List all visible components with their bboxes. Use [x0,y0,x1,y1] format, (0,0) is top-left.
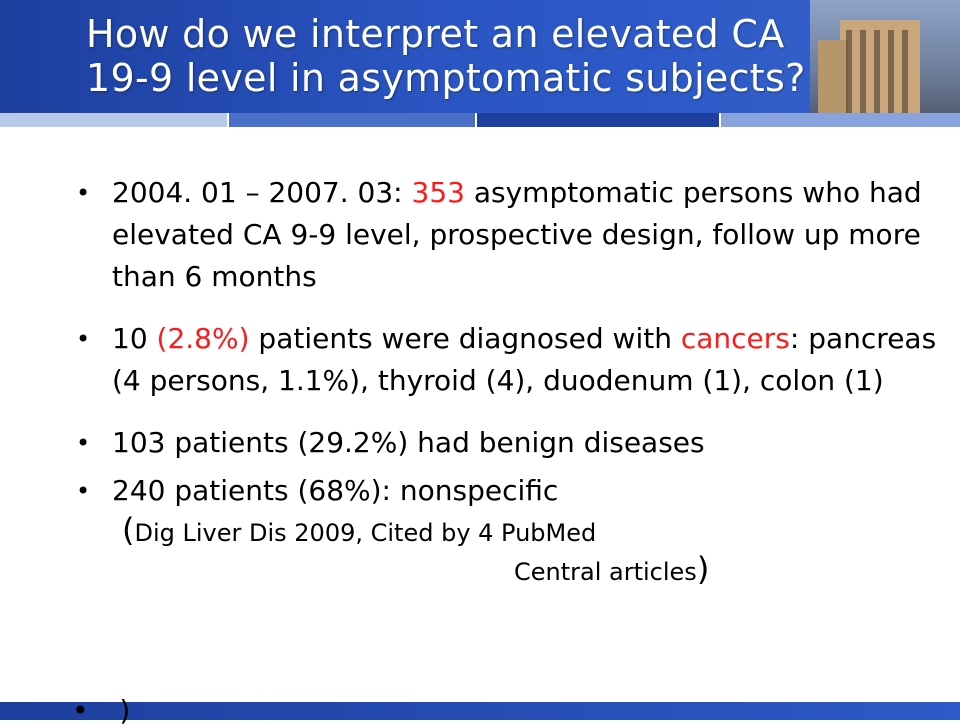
citation-open-paren: ( [122,511,135,549]
citation-text-2: Central articles [514,558,697,586]
citation-text-1: Dig Liver Dis 2009, Cited by 4 PubMed [134,519,597,547]
bullet-icon: • [72,694,89,727]
bullet-nonspecific [72,470,942,512]
stray-bullet [72,694,130,727]
stray-bullet-text: ) [119,694,131,727]
slide-title-line1: How do we interpret an elevated CA [86,12,785,56]
footer-bar [0,702,960,720]
slide-body [72,172,942,590]
slide-title-line2: 19-9 level in asymptomatic subjects? [86,56,806,100]
highlight-percent: (2.8%) [156,322,250,355]
slide-title [86,12,846,100]
bullet-text: 240 patients (68%): nonspecific [112,474,559,507]
header-accent-bands [0,113,960,127]
highlight-cancers: cancers [680,322,790,355]
bullet-icon: • [76,179,91,207]
bullet-text-mid: patients were diagnosed with [249,322,681,355]
bullet-text-rest: asymptomatic persons who had elevated CA 9-9 level, prospective design, follow up more than 6 months [112,176,922,293]
bullet-icon: • [76,477,91,505]
title-bar [0,0,960,113]
citation-line1 [72,512,942,551]
bullet-cancers [72,318,942,402]
bullet-text: 103 patients (29.2%) had benign diseases [112,426,705,459]
bullet-icon: • [76,429,91,457]
bullet-text-rest: : pancreas (4 persons, 1.1%), thyroid (4), duodenum (1), colon (1) [112,322,937,397]
citation-line2 [72,551,942,590]
highlight-count: 353 [411,176,465,209]
bullet-study-period [72,172,942,298]
bullet-text: 2004. 01 – 2007. 03: [112,176,412,209]
bullet-benign [72,422,942,464]
citation-close-paren: ) [696,550,710,588]
bullet-text: 10 [112,322,157,355]
bullet-icon: • [76,325,91,353]
